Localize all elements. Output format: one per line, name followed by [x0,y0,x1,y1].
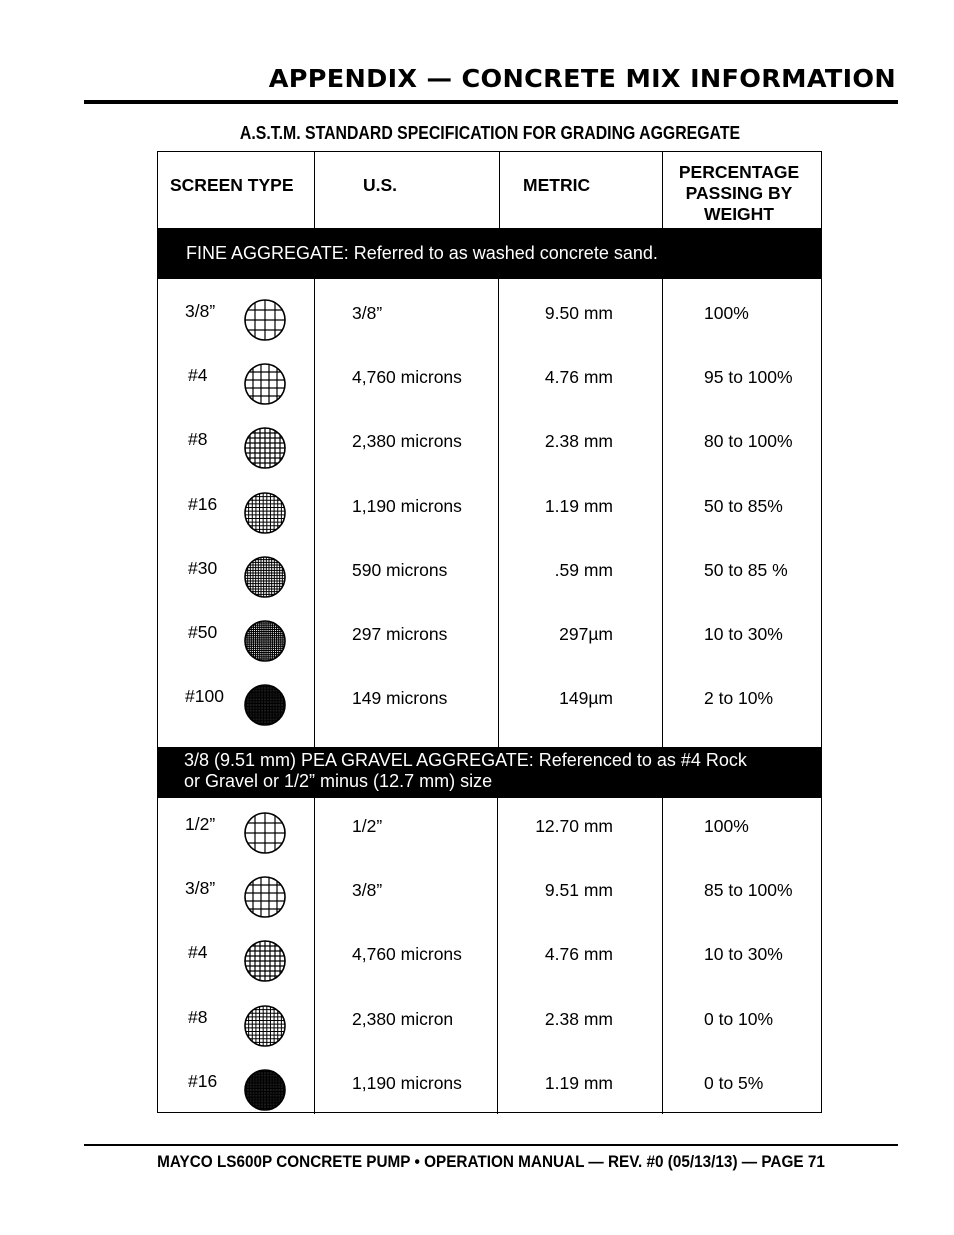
column-header-percentage: PERCENTAGE PASSING BY WEIGHT [678,162,800,224]
column-header-us: U.S. [363,175,398,195]
column-divider [497,798,498,1114]
sieve-cell [243,555,287,604]
section-heading-band [157,228,822,279]
table-row-us: 4,760 microns [352,367,462,388]
sieve-cell [243,683,287,732]
column-header-screen-type: SCREEN TYPE [170,175,294,195]
table-row-screen-type: #16 [188,1070,218,1091]
table-row-us: 1,190 microns [352,1072,462,1093]
sieve-cell [243,1004,287,1053]
sieve-cell [243,491,287,540]
table-row-us: 2,380 microns [352,431,462,452]
sieve-cell [243,939,287,988]
sieve-cell [243,426,287,475]
table-row-metric: 297µm [559,624,613,644]
table-title: A.S.T.M. STANDARD SPECIFICATION FOR GRADING AGGREGATE [239,123,741,143]
sieve-mesh-icon [243,939,287,983]
sieve-mesh-icon [243,426,287,470]
table-row-screen-type: 1/2” [185,814,216,834]
table-row-screen-type: #4 [188,942,208,963]
table-row-percentage: 95 to 100% [704,367,793,388]
table-row-metric: 9.50 mm [544,303,613,323]
table-row-percentage: 50 to 85% [704,495,783,516]
column-header-metric: METRIC [523,175,591,195]
table-row-screen-type: #4 [188,365,208,386]
sieve-cell [243,362,287,411]
column-divider [662,798,663,1114]
sieve-mesh-icon [243,811,287,855]
table-row-percentage: 0 to 10% [704,1008,774,1029]
sieve-cell [243,875,287,924]
table-row-screen-type: #16 [188,493,218,514]
table-row-metric: 1.19 mm [544,1072,613,1093]
table-row-us: 4,760 microns [352,944,462,965]
page-footer: MAYCO LS600P CONCRETE PUMP • OPERATION MANUAL — REV. #0 (05/13/13) — PAGE 71 [157,1152,825,1171]
table-row-metric: 149µm [559,688,613,709]
table-row-metric: 2.38 mm [544,1008,613,1029]
column-divider [314,279,315,747]
table-row-us: 3/8” [352,303,383,323]
sieve-mesh-icon [243,555,287,599]
table-row-screen-type: #50 [188,622,218,642]
sieve-cell [243,298,287,347]
table-row-us: 1,190 microns [352,495,462,516]
section-heading-line: or Gravel or 1/2” minus (12.7 mm) size [184,771,493,791]
page-header-title: APPENDIX — CONCRETE MIX INFORMATION [268,64,896,93]
table-row-metric: 2.38 mm [544,431,613,452]
table-row-percentage: 50 to 85 % [704,559,788,580]
table-row-us: 297 microns [352,624,448,644]
column-divider [314,152,315,228]
aggregate-grading-table [157,151,822,1113]
sieve-mesh-icon [243,1068,287,1112]
table-row-percentage: 100% [704,303,749,323]
sieve-mesh-icon [243,619,287,663]
section-heading-line: FINE AGGREGATE: Referred to as washed concrete sand. [186,243,658,263]
table-row-screen-type: 3/8” [185,301,216,321]
table-row-us: 2,380 micron [352,1008,454,1029]
table-row-screen-type: #100 [185,686,224,707]
sieve-cell [243,811,287,860]
table-row-metric: 4.76 mm [544,944,613,965]
table-row-screen-type: #30 [188,557,218,578]
sieve-cell [243,1068,287,1117]
table-row-screen-type: #8 [188,1006,208,1027]
sieve-mesh-icon [243,683,287,727]
section-heading-line: 3/8 (9.51 mm) PEA GRAVEL AGGREGATE: Referenced to as #4 Rock [184,750,747,770]
table-row-us: 3/8” [352,880,383,901]
table-row-metric: 4.76 mm [544,367,613,388]
column-divider [662,279,663,747]
table-row-metric: 9.51 mm [544,880,613,901]
table-row-screen-type: 3/8” [185,878,216,899]
table-row-percentage: 80 to 100% [704,431,793,452]
table-row-us: 149 microns [352,688,448,709]
sieve-cell [243,619,287,668]
sieve-mesh-icon [243,298,287,342]
header-rule [84,100,898,104]
section-heading-band [157,747,822,798]
column-divider [499,152,500,228]
sieve-mesh-icon [243,1004,287,1048]
table-row-metric: 12.70 mm [535,816,613,836]
table-row-percentage: 0 to 5% [704,1072,764,1093]
table-row-percentage: 10 to 30% [704,624,783,644]
column-divider [498,279,499,747]
sieve-mesh-icon [243,875,287,919]
footer-rule [84,1144,898,1146]
table-row-metric: .59 mm [554,559,613,580]
sieve-mesh-icon [243,491,287,535]
table-row-us: 1/2” [352,816,383,836]
table-row-metric: 1.19 mm [544,495,613,516]
table-row-percentage: 10 to 30% [704,944,783,965]
table-row-percentage: 100% [704,816,749,836]
table-row-percentage: 2 to 10% [704,688,774,709]
table-row-screen-type: #8 [188,429,208,450]
column-divider [662,152,663,228]
sieve-mesh-icon [243,362,287,406]
table-row-us: 590 microns [352,559,448,580]
column-divider [314,798,315,1114]
table-row-percentage: 85 to 100% [704,880,793,901]
